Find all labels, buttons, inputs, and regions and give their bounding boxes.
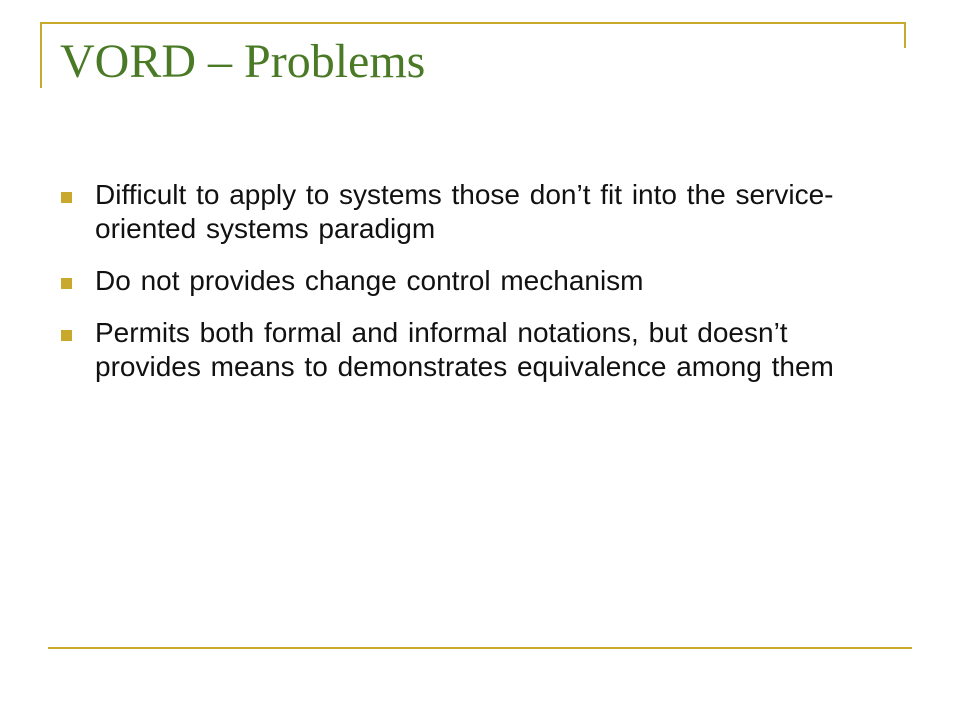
bullet-item [60,264,880,298]
bullet-list [60,178,880,402]
frame-bottom-line [48,647,912,649]
frame-right-line [904,22,906,48]
square-bullet-icon [61,278,72,289]
frame-left-line [40,22,42,88]
bullet-text: Do not provides change control mechanism [95,265,644,296]
bullet-text: Permits both formal and informal notations, but doesn’t provides means to demonstrates equivalence among them [95,317,834,382]
bullet-text: Difficult to apply to systems those don’t fit into the service-oriented systems paradigm [95,179,834,244]
bullet-item [60,316,880,384]
frame-top-line [40,22,906,24]
square-bullet-icon [61,330,72,341]
slide-title: VORD – Problems [60,35,426,88]
bullet-item [60,178,880,246]
square-bullet-icon [61,192,72,203]
